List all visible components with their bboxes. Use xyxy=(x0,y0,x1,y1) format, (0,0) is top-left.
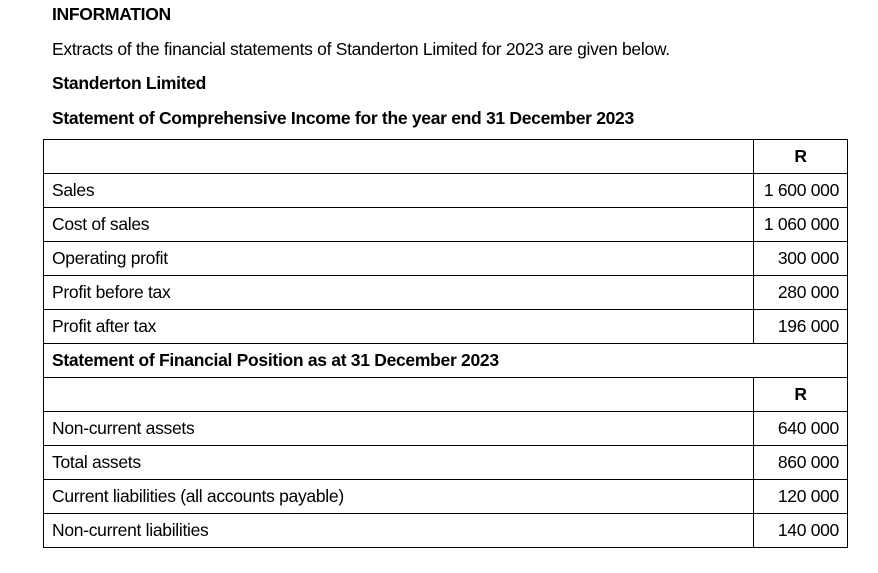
financial-position-title: Statement of Financial Position as at 31 December 2023 xyxy=(44,344,848,378)
row-value: 300 000 xyxy=(754,242,848,276)
income-currency-header: R xyxy=(754,140,848,174)
income-header-row xyxy=(44,140,848,174)
company-name: Standerton Limited xyxy=(52,73,207,93)
row-label: Current liabilities (all accounts payable) xyxy=(44,480,754,514)
row-label: Non-current assets xyxy=(44,412,754,446)
row-value: 1 060 000 xyxy=(754,208,848,242)
row-label: Operating profit xyxy=(44,242,754,276)
position-header-row xyxy=(44,378,848,412)
intro-text: Extracts of the financial statements of Standerton Limited for 2023 are given below. xyxy=(52,39,670,59)
row-label: Sales xyxy=(44,174,754,208)
row-value: 120 000 xyxy=(754,480,848,514)
table-row xyxy=(44,446,848,480)
row-label: Non-current liabilities xyxy=(44,514,754,548)
table-row xyxy=(44,310,848,344)
row-label: Total assets xyxy=(44,446,754,480)
row-value: 140 000 xyxy=(754,514,848,548)
table-row xyxy=(44,514,848,548)
financial-statements-table xyxy=(43,139,848,548)
row-label: Cost of sales xyxy=(44,208,754,242)
row-label: Profit before tax xyxy=(44,276,754,310)
income-statement-title: Statement of Comprehensive Income for the year end 31 December 2023 xyxy=(52,108,634,128)
row-value: 640 000 xyxy=(754,412,848,446)
row-value: 860 000 xyxy=(754,446,848,480)
income-header-blank xyxy=(44,140,754,174)
position-currency-header: R xyxy=(754,378,848,412)
row-label: Profit after tax xyxy=(44,310,754,344)
row-value: 280 000 xyxy=(754,276,848,310)
table-row xyxy=(44,412,848,446)
position-title-row xyxy=(44,344,848,378)
table-row xyxy=(44,208,848,242)
table-row xyxy=(44,276,848,310)
table-row xyxy=(44,174,848,208)
row-value: 196 000 xyxy=(754,310,848,344)
position-header-blank xyxy=(44,378,754,412)
section-heading: INFORMATION xyxy=(52,4,171,24)
row-value: 1 600 000 xyxy=(754,174,848,208)
table-row xyxy=(44,480,848,514)
table-row xyxy=(44,242,848,276)
